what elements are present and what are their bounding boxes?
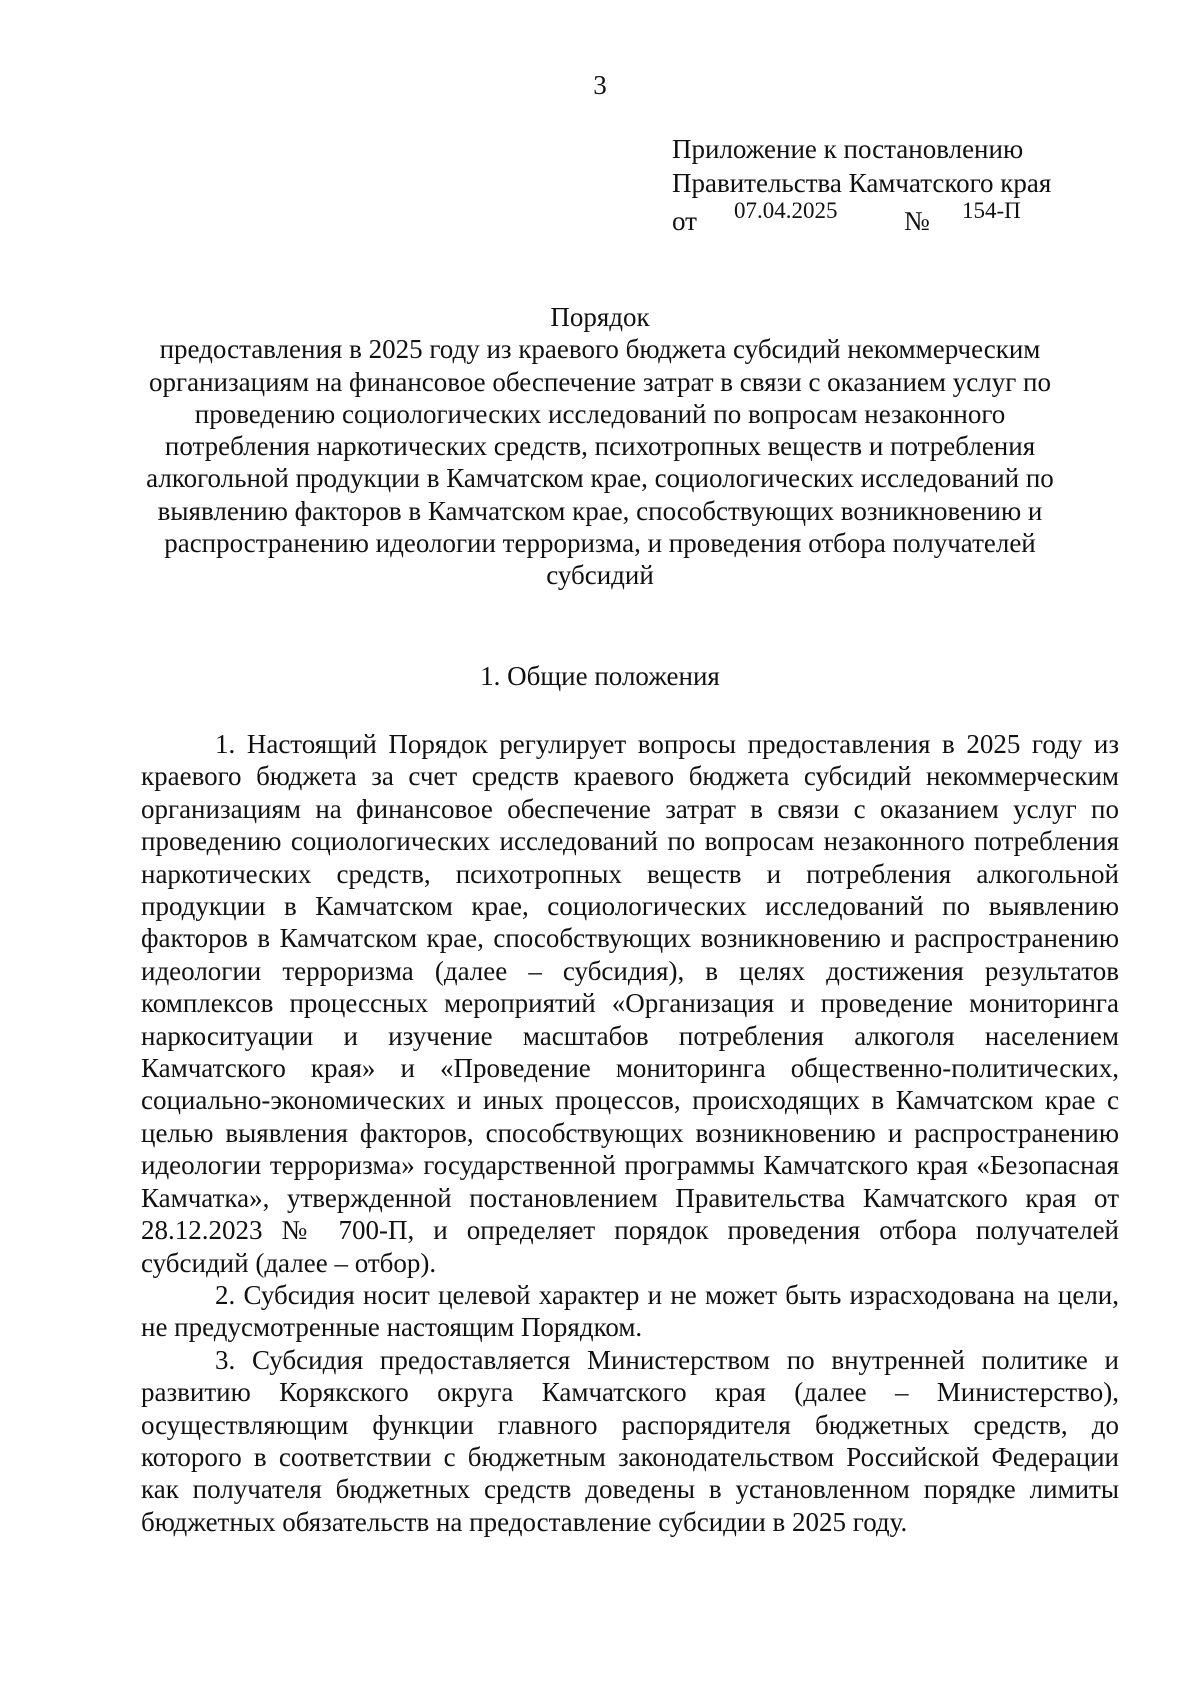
paragraph-2: 2. Субсидия носит целевой характер и не может быть израсходована на цели, не предусмотренные настоящим Порядком.	[141, 1279, 1119, 1343]
title-text: предоставления в 2025 году из краевого бюджета субсидий некоммерческим организациям на финансовое обеспечение затрат в связи с оказанием услуг по проведению социологических исследований по вопросам незаконного потребления наркотических средств, психотропных веществ и потребления алкогольной продукции в Камчатском крае, социологических исследований по выявлению факторов в Камчатском крае, способствующих возникновению и распространению идеологии терроризма, и проведения отбора получателей субсидий	[146, 334, 1054, 591]
number-sign: №	[904, 206, 930, 236]
appendix-line-1: Приложение к постановлению	[672, 134, 1024, 164]
body-text	[141, 728, 1119, 1538]
document-title	[130, 301, 1070, 592]
paragraph-1: 1. Настоящий Порядок регулирует вопросы предоставления в 2025 году из краевого бюджета за счет средств краевого бюджета субсидий некоммерческим организациям на финансовое обеспечение затрат в связи с оказанием услуг по проведению социологических исследований по вопросам незаконного потребления наркотических средств, психотропных веществ и потребления алкогольной продукции в Камчатском крае, социологических исследований по выявлению факторов в Камчатском крае, способствующих возникновению и распространению идеологии терроризма (далее – субсидия), в целях достижения результатов комплексов процессных мероприятий «Организация и проведение мониторинга наркоситуации и изучение масштабов потребления алкоголя населением Камчатского края» и «Проведение мониторинга общественно-политических, социально-экономических и иных процессов, происходящих в Камчатском крае с целью выявления факторов, способствующих возникновению и распространению идеологии терроризма» государственной программы Камчатского края «Безопасная Камчатка», утвержденной постановлением Правительства Камчатского края от 28.12.2023 № 700-П, и определяет порядок проведения отбора получателей субсидий (далее – отбор).	[141, 729, 1119, 1278]
from-label: от	[672, 206, 697, 236]
appendix-block	[672, 132, 1051, 234]
resolution-date: 07.04.2025	[734, 198, 838, 223]
paragraph-3: 3. Субсидия предоставляется Министерством по внутренней политике и развитию Корякского округа Камчатского края (далее – Министерство), осуществляющим функции главного распорядителя бюджетных средств, до которого в соответствии с бюджетным законодательством Российской Федерации как получателя бюджетных средств доведены в установленном порядке лимиты бюджетных обязательств на предоставление субсидии в 2025 году.	[141, 1344, 1119, 1537]
page-number: 3	[593, 70, 607, 100]
appendix-line-2: Правительства Камчатского края	[672, 168, 1052, 198]
title-heading: Порядок	[550, 302, 650, 332]
section-heading: 1. Общие положения	[480, 661, 720, 691]
appendix-date-row	[672, 200, 1051, 234]
resolution-number: 154-П	[962, 198, 1021, 223]
